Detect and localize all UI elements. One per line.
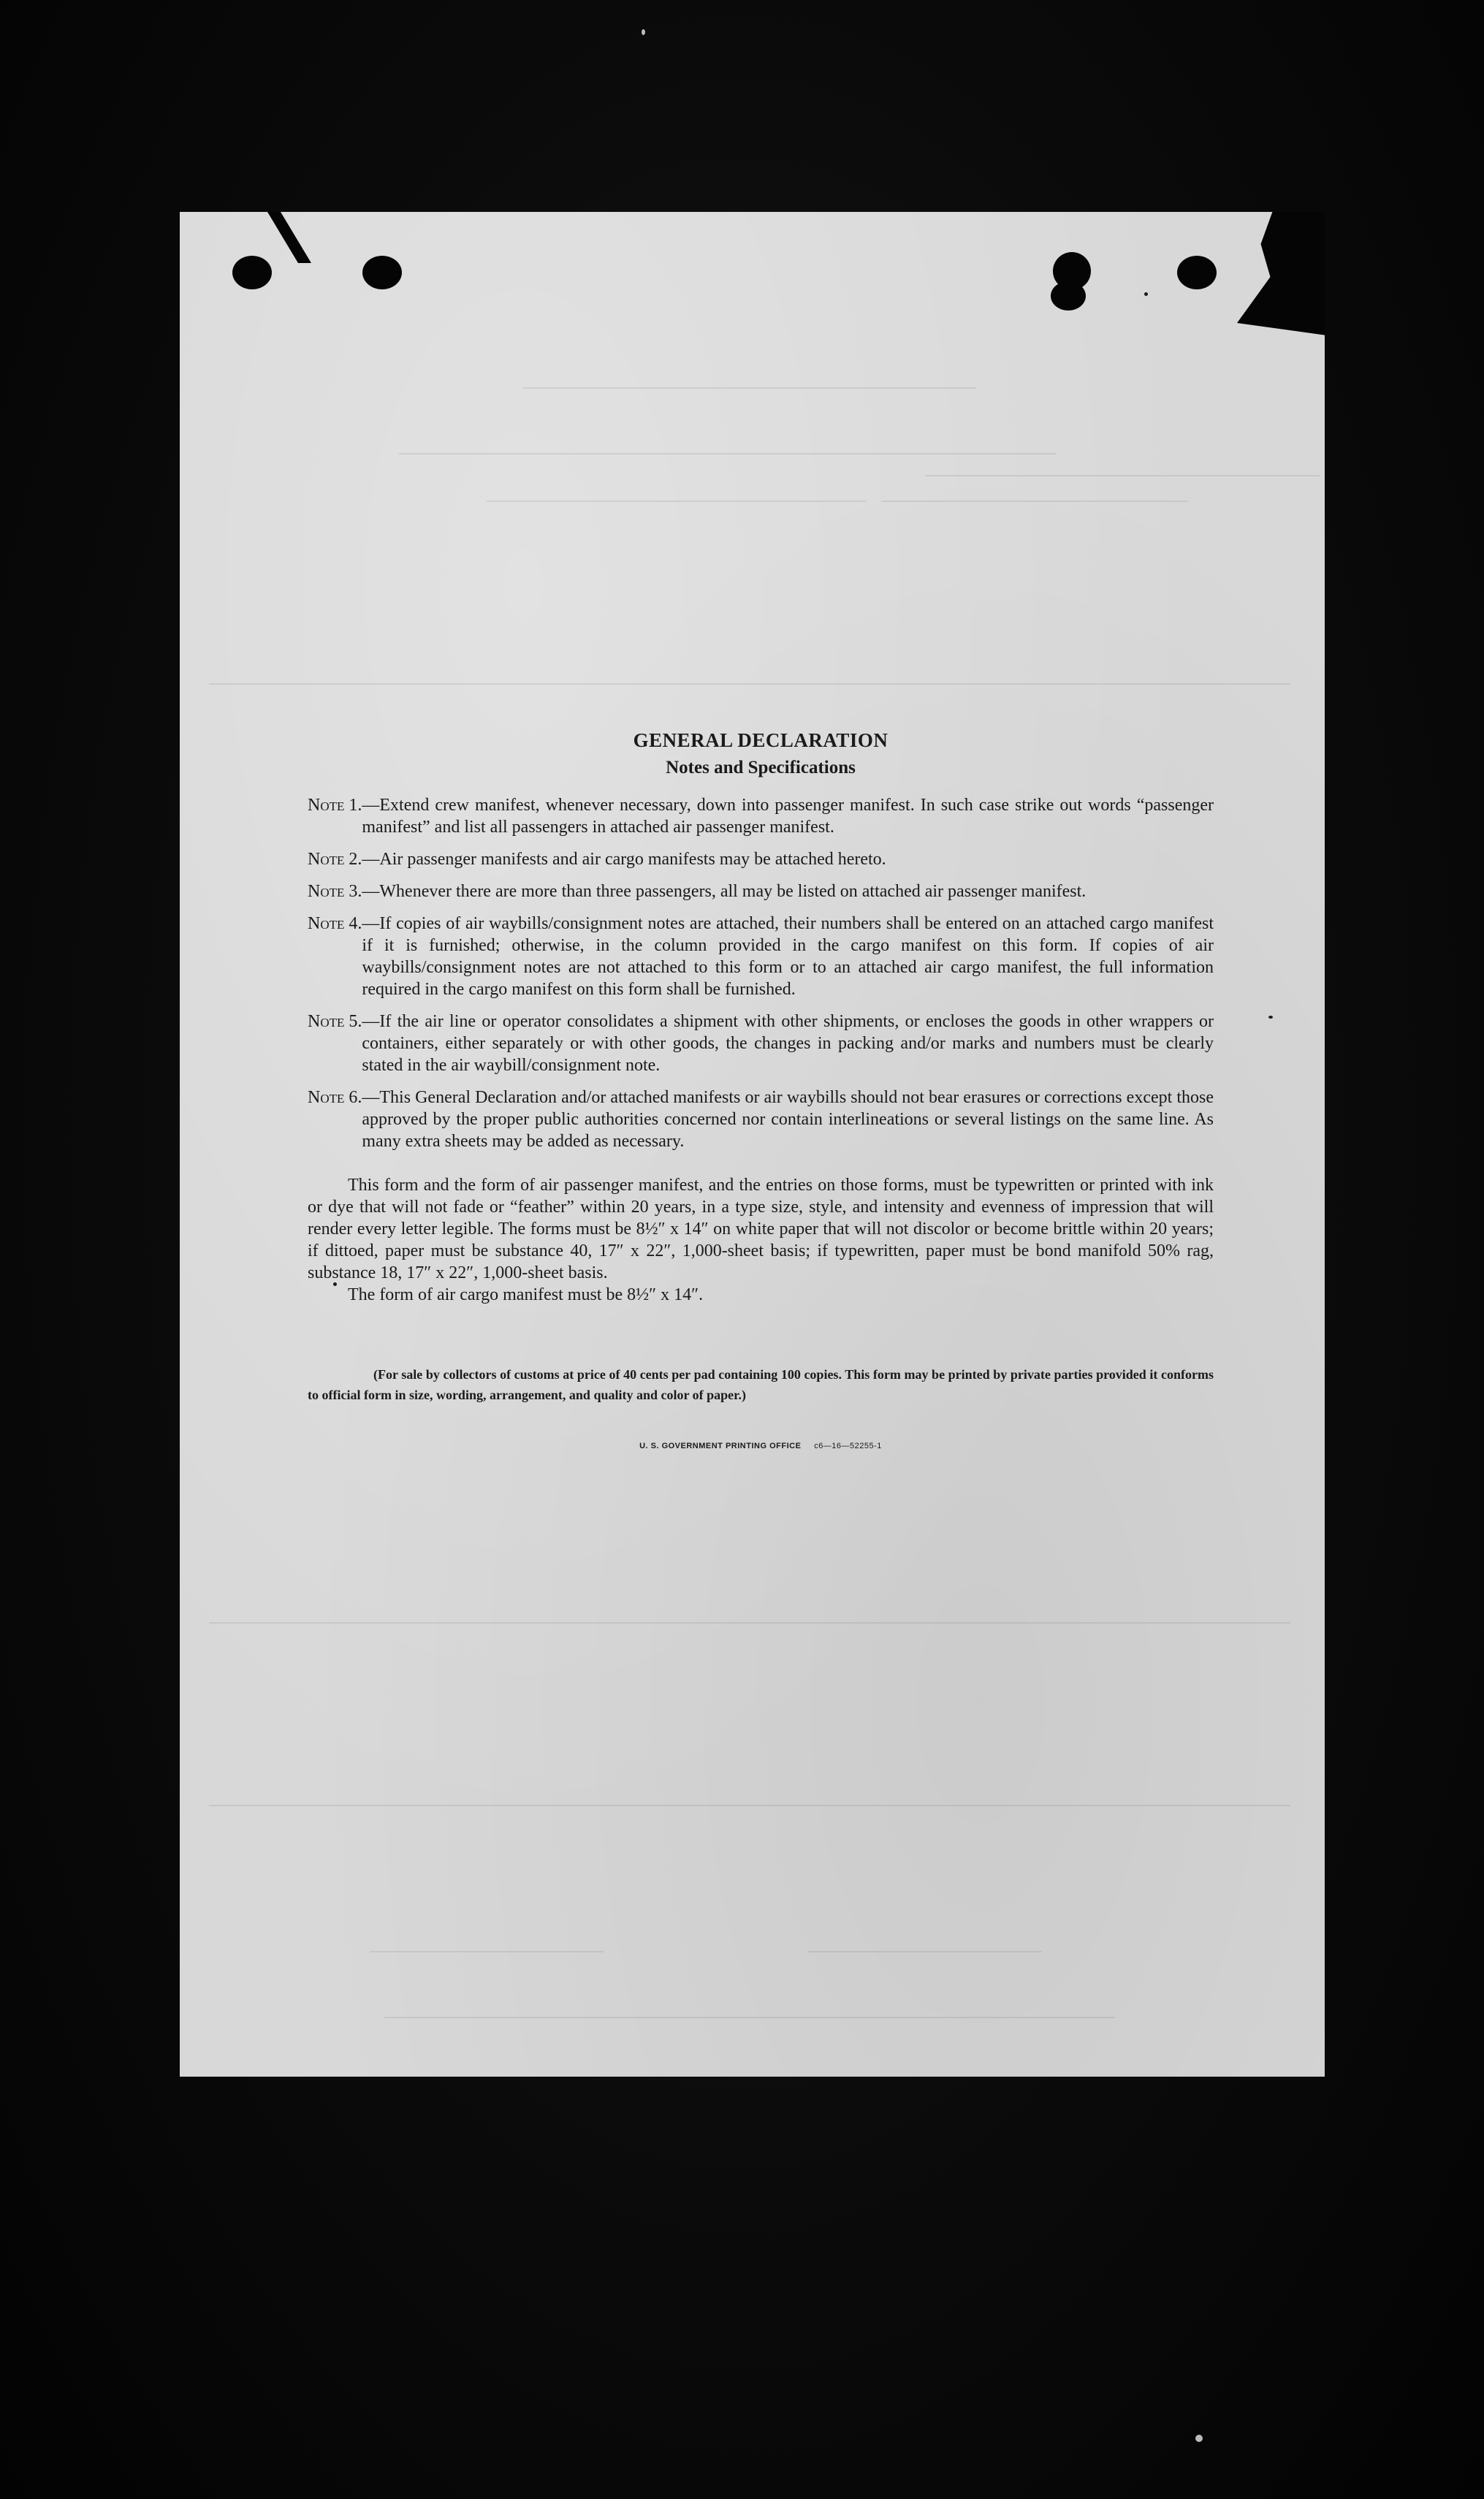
note-item xyxy=(308,1087,1214,1152)
printer-name: U. S. GOVERNMENT PRINTING OFFICE xyxy=(639,1442,802,1450)
page-tear-left xyxy=(267,212,311,263)
dust-speck xyxy=(1268,1016,1273,1019)
punch-hole xyxy=(362,256,402,289)
printer-imprint xyxy=(308,1442,1214,1450)
note-text: —Air passenger manifests and air cargo manifests may be attached hereto. xyxy=(362,850,886,869)
note-item xyxy=(308,1011,1214,1076)
dust-speck xyxy=(1144,292,1148,296)
note-text: —If copies of air waybills/consignment notes are attached, their numbers shall be entered on an attached cargo manifest if it is furnished; otherwise, in the column provided in the cargo manifest on this form. If copies of air waybills/consignment notes are not attached to this form or to an attached air cargo manifest, the full information required in the cargo manifest on this form shall be furnished. xyxy=(362,914,1214,999)
document-page xyxy=(180,212,1325,2077)
note-item xyxy=(308,913,1214,1000)
punch-hole xyxy=(1051,281,1086,311)
note-label: Note 3. xyxy=(308,882,362,901)
sale-notice: (For sale by collectors of customs at price of 40 cents per pad containing 100 copies. This form may be printed by private parties provided it conforms to official form in size, wording, arrangement, and quality and color of paper.) xyxy=(308,1367,1214,1402)
page-title: GENERAL DECLARATION xyxy=(633,729,889,751)
bleed-through-line xyxy=(370,1951,604,1952)
cargo-manifest-size-paragraph: The form of air cargo manifest must be 8½″ x 14″. xyxy=(348,1285,704,1304)
dust-speck xyxy=(642,29,645,35)
bleed-through-line xyxy=(399,453,1057,454)
bleed-through-line xyxy=(209,683,1290,685)
bleed-through-line xyxy=(925,475,1320,476)
note-text: —Extend crew manifest, whenever necessary, down into passenger manifest. In such case strike out words “passenger manifest” and list all passengers in attached air passenger manifest. xyxy=(362,796,1214,837)
bleed-through-line xyxy=(209,1805,1290,1806)
bleed-through-line xyxy=(881,501,1188,502)
specification-paragraph: This form and the form of air passenger manifest, and the entries on those forms, must be typewritten or printed with ink or dye that will not fade or “feather” within 20 years, in a type size, style, and intensity and evenness of impression that will render every letter legible. The forms must be 8½″ x 14″ on white paper that will not discolor or become brittle within 20 years; if dittoed, paper must be substance 40, 17″ x 22″, 1,000-sheet basis; if typewritten, paper must be bond manifold 50% rag, substance 18, 17″ x 22″, 1,000-sheet basis. xyxy=(308,1176,1214,1282)
punch-hole xyxy=(1177,256,1217,289)
page-subtitle: Notes and Specifications xyxy=(666,758,856,777)
bleed-through-line xyxy=(523,387,976,389)
note-text: —Whenever there are more than three passengers, all may be listed on attached air passenger manifest. xyxy=(362,882,1087,901)
note-item xyxy=(308,848,1214,870)
note-label: Note 5. xyxy=(308,1012,362,1031)
declaration-notes xyxy=(308,727,1214,1450)
bleed-through-line xyxy=(209,1622,1290,1624)
note-label: Note 6. xyxy=(308,1088,362,1107)
note-label: Note 4. xyxy=(308,914,362,933)
printer-code: c6—16—52255-1 xyxy=(814,1442,882,1450)
note-label: Note 1. xyxy=(308,796,362,815)
bleed-through-line xyxy=(384,2017,1115,2018)
note-text: —If the air line or operator consolidates a shipment with other shipments, or encloses the goods in other wrappers or containers, either separately or with other goods, the changes in packing and/or marks and numbers must be clearly stated in the air waybill/consignment note. xyxy=(362,1012,1214,1075)
bleed-through-line xyxy=(808,1951,1042,1952)
dust-speck xyxy=(1195,2435,1203,2442)
bleed-through-line xyxy=(487,501,867,502)
note-label: Note 2. xyxy=(308,850,362,869)
punch-hole xyxy=(232,256,272,289)
note-item xyxy=(308,794,1214,838)
note-item xyxy=(308,880,1214,902)
note-text: —This General Declaration and/or attached manifests or air waybills should not bear erasures or corrections except those approved by the proper public authorities concerned nor contain interlineations or several listings on the same line. As many extra sheets may be added as necessary. xyxy=(362,1088,1214,1151)
page-tear-right xyxy=(1237,212,1325,336)
